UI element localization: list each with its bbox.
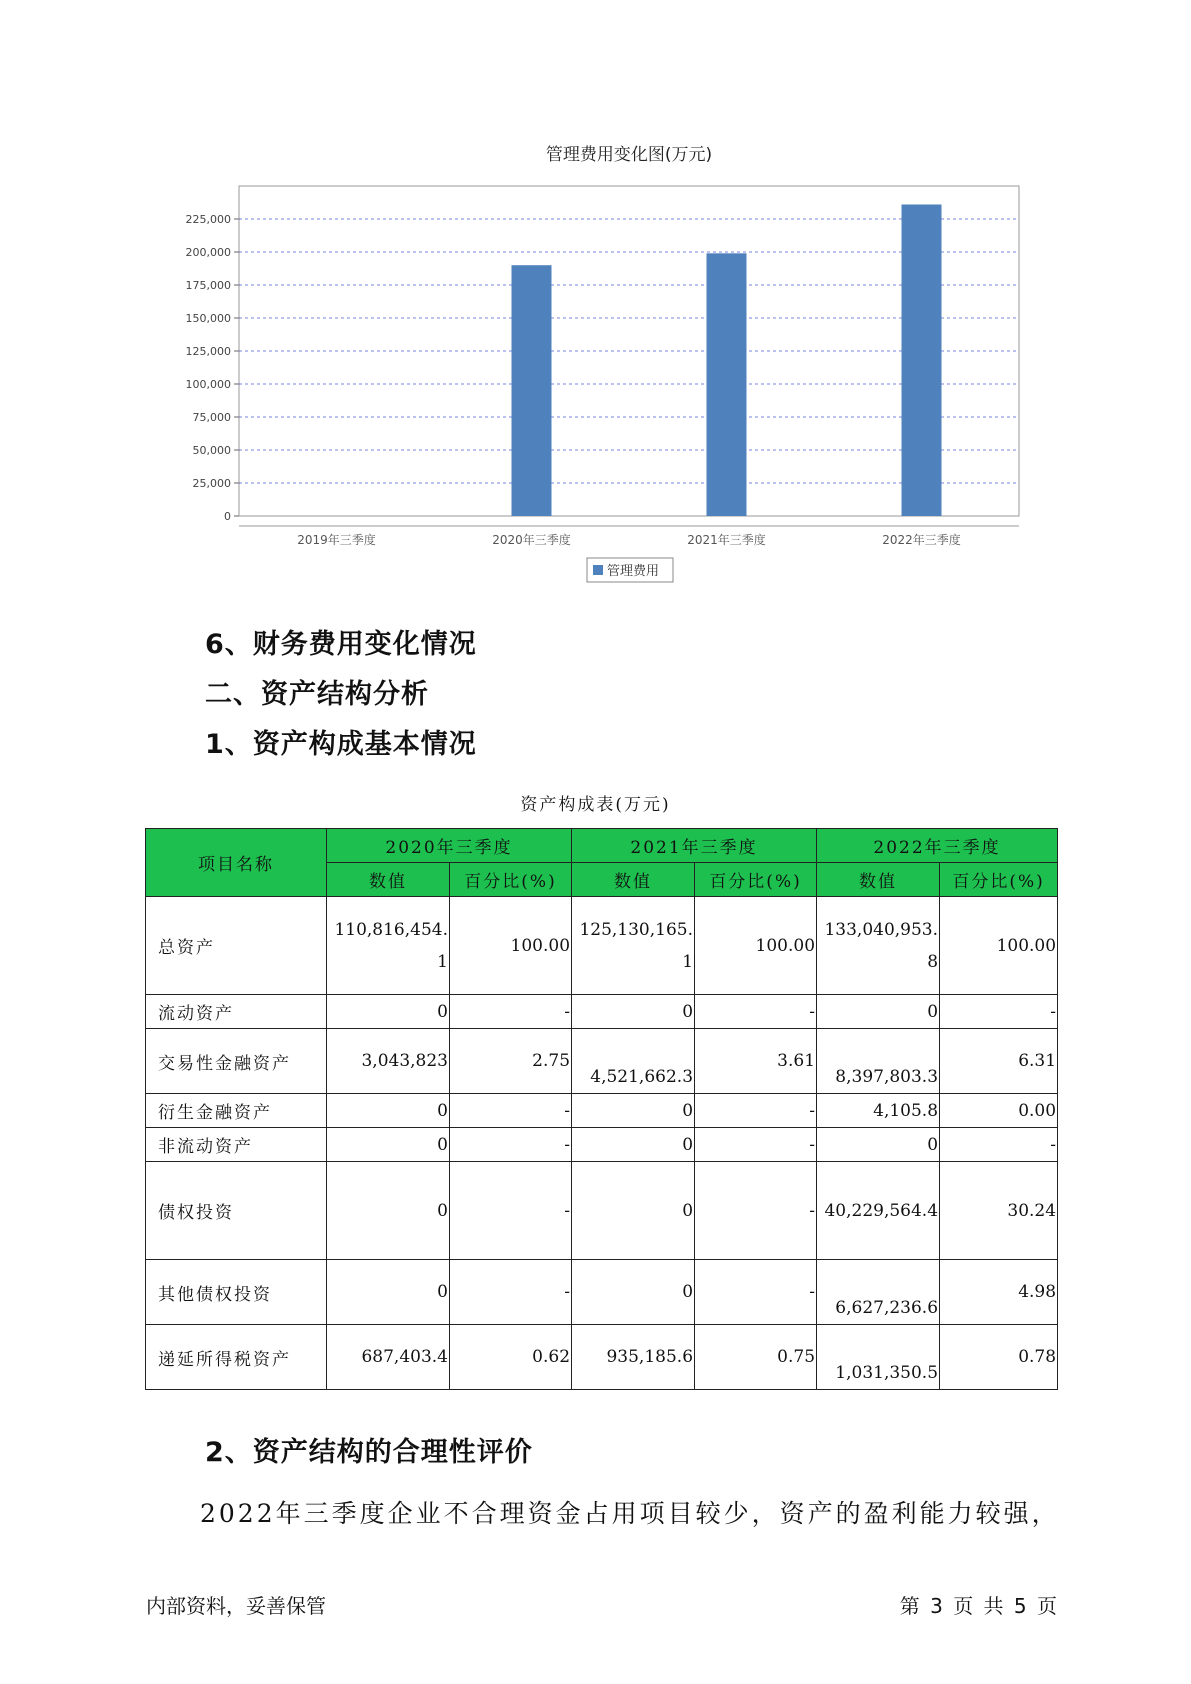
y-tick-label: 225,000 (185, 213, 231, 226)
row-label: 交易性金融资产 (146, 1029, 327, 1094)
header-value: 数值 (817, 863, 940, 897)
cell-percent: - (695, 1162, 817, 1260)
cell-value: 4,105.8 (817, 1094, 940, 1128)
table-row (146, 897, 1058, 995)
cell-percent: - (695, 1094, 817, 1128)
cell-value: 0 (327, 1094, 450, 1128)
cell-value: 0 (572, 1094, 695, 1128)
cell-percent: 6.31 (940, 1029, 1058, 1094)
table-row (146, 1094, 1058, 1128)
cell-value: 0 (817, 1128, 940, 1162)
cell-value: 687,403.4 (327, 1325, 450, 1390)
cell-percent: - (450, 1162, 572, 1260)
cell-percent: 0.75 (695, 1325, 817, 1390)
header-item-name: 项目名称 (146, 829, 327, 897)
heading-finance-expense: 6、财务费用变化情况 (205, 629, 477, 660)
cell-value: 0 (327, 1260, 450, 1325)
row-label: 其他债权投资 (146, 1260, 327, 1325)
cell-percent: 30.24 (940, 1162, 1058, 1260)
legend-swatch (593, 565, 603, 575)
cell-percent: 4.98 (940, 1260, 1058, 1325)
cell-value: 6,627,236.6 (817, 1260, 940, 1325)
row-label: 债权投资 (146, 1162, 327, 1260)
cell-percent: - (450, 1128, 572, 1162)
cell-value: 0 (572, 995, 695, 1029)
y-tick-label: 100,000 (185, 378, 231, 391)
row-label: 流动资产 (146, 995, 327, 1029)
cell-value: 0 (327, 1128, 450, 1162)
y-tick-label: 175,000 (185, 279, 231, 292)
bar-2 (512, 265, 552, 516)
cell-percent: - (695, 995, 817, 1029)
row-label: 衍生金融资产 (146, 1094, 327, 1128)
table-row (146, 1029, 1058, 1094)
cell-value: 133,040,953.8 (817, 897, 940, 995)
cell-value: 4,521,662.3 (572, 1029, 695, 1094)
heading-asset-composition: 1、资产构成基本情况 (205, 729, 477, 760)
x-tick-label: 2022年三季度 (882, 533, 961, 547)
expense-bar-chart (150, 130, 1030, 600)
table-row (146, 1128, 1058, 1162)
cell-value: 40,229,564.4 (817, 1162, 940, 1260)
cell-percent: 100.00 (450, 897, 572, 995)
header-percent: 百分比(%) (695, 863, 817, 897)
cell-value: 0 (817, 995, 940, 1029)
evaluation-paragraph: 2022年三季度企业不合理资金占用项目较少，资产的盈利能力较强， (200, 1499, 1060, 1528)
cell-percent: 0.62 (450, 1325, 572, 1390)
footer-page-number: 第 3 页 共 5 页 (899, 1594, 1057, 1618)
heading-asset-structure: 二、资产结构分析 (205, 679, 429, 710)
cell-percent: 100.00 (940, 897, 1058, 995)
header-value: 数值 (327, 863, 450, 897)
cell-percent: - (695, 1260, 817, 1325)
cell-value: 3,043,823 (327, 1029, 450, 1094)
table-row (146, 1162, 1058, 1260)
cell-percent: - (450, 1260, 572, 1325)
x-tick-label: 2020年三季度 (492, 533, 571, 547)
y-tick-label: 125,000 (185, 345, 231, 358)
cell-value: 8,397,803.3 (817, 1029, 940, 1094)
cell-value: 0 (572, 1162, 695, 1260)
y-tick-label: 200,000 (185, 246, 231, 259)
table-caption: 资产构成表(万元) (520, 795, 671, 815)
bar-4 (902, 204, 942, 516)
cell-percent: - (695, 1128, 817, 1162)
y-tick-label: 75,000 (192, 411, 231, 424)
cell-value: 110,816,454.1 (327, 897, 450, 995)
header-period-2022: 2022年三季度 (817, 829, 1058, 863)
cell-percent: 0.00 (940, 1094, 1058, 1128)
x-tick-label: 2019年三季度 (297, 533, 376, 547)
y-tick-label: 150,000 (185, 312, 231, 325)
y-tick-label: 25,000 (192, 477, 231, 490)
row-label: 非流动资产 (146, 1128, 327, 1162)
cell-percent: 3.61 (695, 1029, 817, 1094)
cell-percent: 2.75 (450, 1029, 572, 1094)
cell-percent: - (450, 1094, 572, 1128)
table-row (146, 1325, 1058, 1390)
header-period-2020: 2020年三季度 (327, 829, 572, 863)
cell-value: 935,185.6 (572, 1325, 695, 1390)
header-value: 数值 (572, 863, 695, 897)
heading-structure-evaluation: 2、资产结构的合理性评价 (205, 1437, 533, 1468)
cell-value: 0 (327, 995, 450, 1029)
legend-label: 管理费用 (607, 564, 660, 579)
header-period-2021: 2021年三季度 (572, 829, 817, 863)
header-percent: 百分比(%) (450, 863, 572, 897)
cell-percent: - (940, 1128, 1058, 1162)
cell-percent: - (940, 995, 1058, 1029)
table-row (146, 995, 1058, 1029)
cell-percent: 100.00 (695, 897, 817, 995)
chart-title: 管理费用变化图(万元) (545, 145, 713, 165)
y-tick-label: 0 (224, 510, 231, 523)
cell-value: 0 (572, 1260, 695, 1325)
asset-composition-table (145, 828, 1058, 1390)
y-tick-label: 50,000 (192, 444, 231, 457)
cell-percent: - (450, 995, 572, 1029)
chart-canvas (150, 130, 1030, 600)
footer-confidential-note: 内部资料，妥善保管 (146, 1594, 326, 1618)
table-row (146, 1260, 1058, 1325)
cell-value: 0 (572, 1128, 695, 1162)
bar-3 (707, 253, 747, 516)
row-label: 总资产 (146, 897, 327, 995)
header-percent: 百分比(%) (940, 863, 1058, 897)
cell-value: 125,130,165.1 (572, 897, 695, 995)
cell-percent: 0.78 (940, 1325, 1058, 1390)
cell-value: 0 (327, 1162, 450, 1260)
x-tick-label: 2021年三季度 (687, 533, 766, 547)
row-label: 递延所得税资产 (146, 1325, 327, 1390)
cell-value: 1,031,350.5 (817, 1325, 940, 1390)
